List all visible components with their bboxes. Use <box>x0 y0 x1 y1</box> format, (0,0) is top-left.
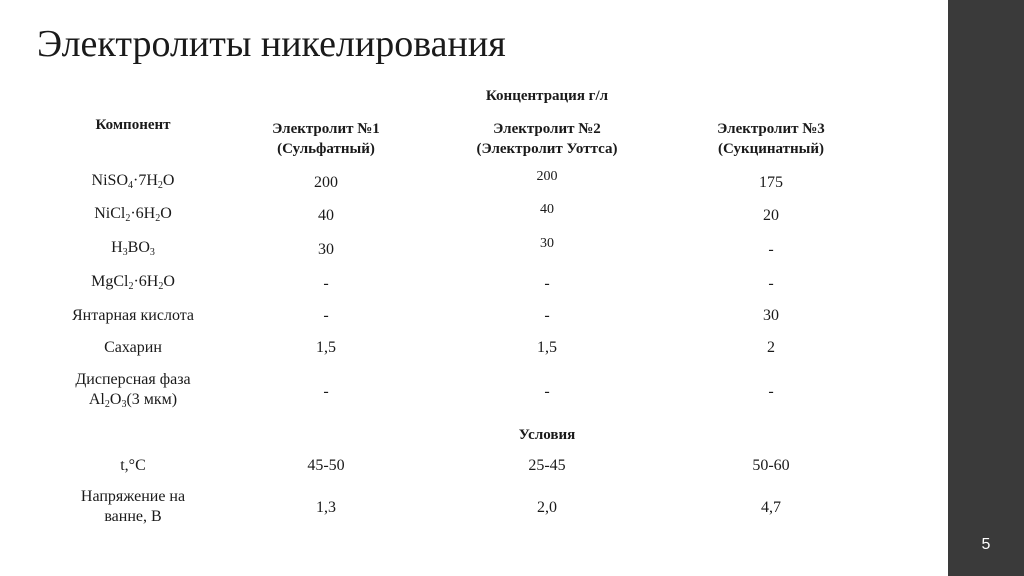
table-cell: 2 <box>767 339 775 356</box>
row-label-h3bo3: $H_3BO_3$ <box>111 239 155 258</box>
conditions-header: Условия <box>518 427 576 443</box>
electrolyte-2-header <box>446 119 648 159</box>
concentration-header: Концентрация г/л <box>485 88 609 104</box>
component-header: Компонент <box>95 117 171 133</box>
table-cell: 200 <box>536 169 558 184</box>
row-label-voltage <box>40 487 226 527</box>
table-cell: - <box>323 307 329 324</box>
table-cell: 30 <box>540 236 554 251</box>
electrolyte-2-name: Электролит №2 <box>493 121 601 137</box>
row-label: Сахарин <box>104 339 162 356</box>
side-bar <box>948 0 1024 576</box>
table-cell: 1,5 <box>316 339 336 356</box>
row-label-dispersed-phase <box>40 370 226 410</box>
row-label-suffix: (3 мкм) <box>126 391 178 408</box>
table-cell: - <box>544 275 550 292</box>
row-label-nicl2: $NiCl_2\cdot 6H_2O$ <box>94 205 172 224</box>
page-title: Электролиты никелирования <box>37 23 506 65</box>
row-label-line: $Al_2O_3(3$ мкм) <box>88 391 178 410</box>
table-cell: - <box>768 275 774 292</box>
electrolyte-1-name: Электролит №1 <box>272 121 380 137</box>
row-label-line: Напряжение на <box>80 488 186 505</box>
table-cell: 20 <box>763 207 779 224</box>
row-label: t,°C <box>120 457 146 474</box>
row-label: Янтарная кислота <box>71 307 195 324</box>
table-cell: 4,7 <box>761 499 781 516</box>
table-cell: - <box>768 241 774 258</box>
table-cell: - <box>323 383 329 400</box>
row-label-line: Дисперсная фаза <box>75 371 191 388</box>
electrolyte-1-type: (Сульфатный) <box>277 141 375 157</box>
row-label-niso4: $NiSO_4\cdot 7H_2O$ <box>91 172 175 191</box>
table-cell: 25-45 <box>528 457 566 474</box>
table-cell: - <box>544 307 550 324</box>
table-cell: 45-50 <box>307 457 345 474</box>
row-label-line: ванне, В <box>104 508 162 525</box>
table-cell: 1,5 <box>537 339 557 356</box>
table-cell: - <box>323 275 329 292</box>
table-cell: 40 <box>318 207 334 224</box>
table-cell: 175 <box>759 174 783 191</box>
page-number: 5 <box>981 536 991 553</box>
table-cell: 50-60 <box>752 457 790 474</box>
electrolyte-2-type: (Электролит Уоттса) <box>476 141 618 157</box>
row-label-mgcl2: $MgCl_2\cdot 6H_2O$ <box>91 273 175 292</box>
table-cell: - <box>544 383 550 400</box>
table-cell: 30 <box>318 241 334 258</box>
electrolyte-3-header <box>668 119 874 159</box>
electrolyte-3-type: (Сукцинатный) <box>718 141 824 157</box>
table-cell: 1,3 <box>316 499 336 516</box>
electrolyte-3-name: Электролит №3 <box>717 121 825 137</box>
table-cell: - <box>768 383 774 400</box>
table-cell: 30 <box>763 307 779 324</box>
table-cell: 200 <box>314 174 338 191</box>
electrolyte-1-header <box>226 119 426 159</box>
table-cell: 40 <box>540 202 554 217</box>
table-cell: 2,0 <box>537 499 557 516</box>
